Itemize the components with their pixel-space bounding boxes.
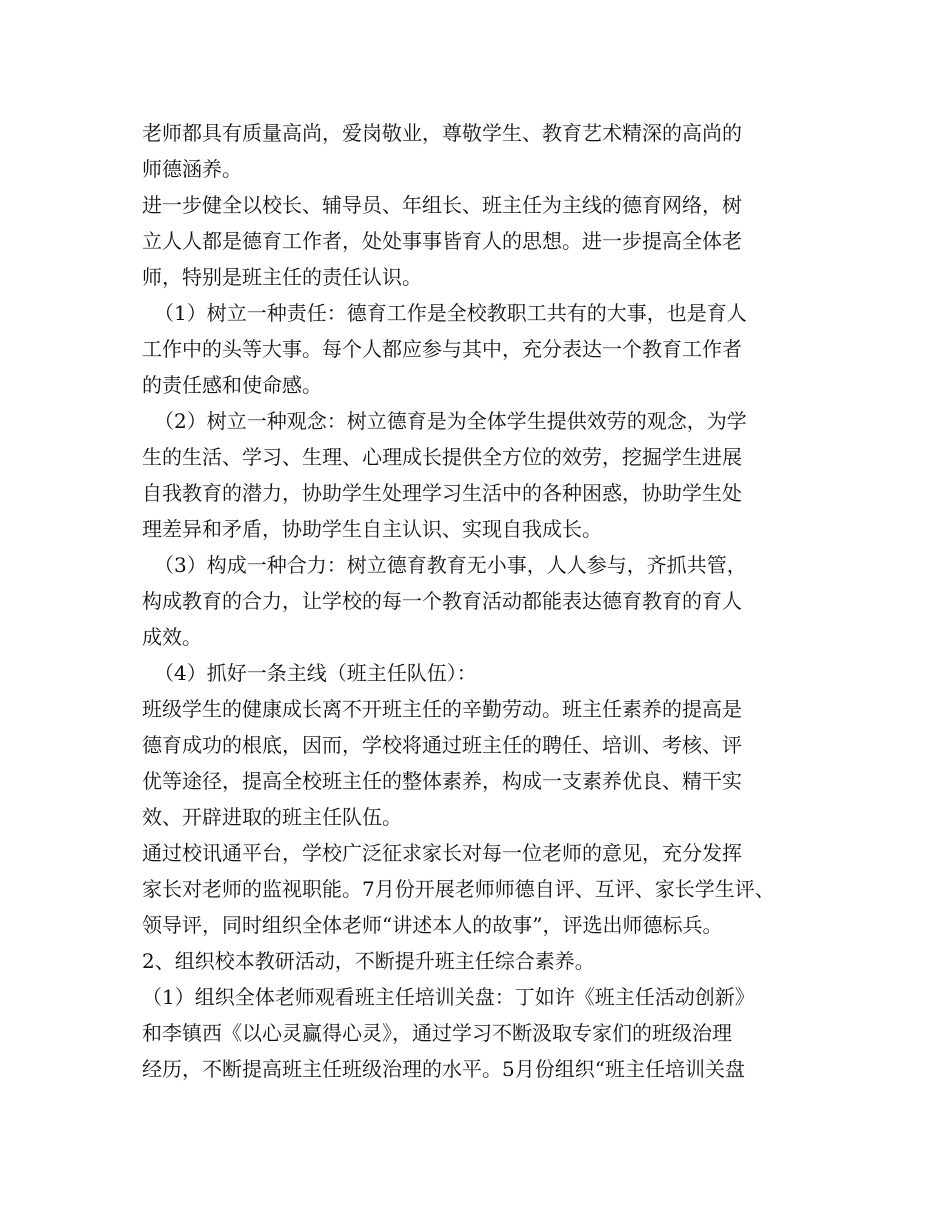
text-line: 自我教育的潜力，协助学生处理学习生活中的各种困惑，协助学生处 (142, 481, 742, 505)
text-line: 老师都具有质量高尚，爱岗敬业，尊敬学生、教育艺术精深的高尚的 (142, 121, 742, 145)
text-line: 2、组织校本教研活动，不断提升班主任综合素养。 (142, 949, 595, 973)
text-line: 家长对老师的监视职能。7月份开展老师师德自评、互评、家长学生评、 (142, 877, 775, 901)
text-line: 效、开辟进取的班主任队伍。 (142, 805, 402, 829)
text-line: 班级学生的健康成长离不开班主任的辛勤劳动。班主任素养的提高是 (142, 697, 742, 721)
text-line: 优等途径，提高全校班主任的整体素养，构成一支素养优良、精干实 (142, 769, 742, 793)
text-line: 的责任感和使命感。 (142, 373, 322, 397)
text-line: 德育成功的根底，因而，学校将通过班主任的聘任、培训、考核、评 (142, 733, 742, 757)
document-body (142, 115, 832, 1087)
text-line: 生的生活、学习、生理、心理成长提供全方位的效劳，挖掘学生进展 (142, 445, 742, 469)
text-line: （4）抓好一条主线（班主任队伍）： (154, 661, 477, 685)
text-line: 理差异和矛盾，协助学生自主认识、实现自我成长。 (142, 517, 602, 541)
text-line: 构成教育的合力，让学校的每一个教育活动都能表达德育教育的育人 (142, 589, 742, 613)
text-line: （1）树立一种责任：德育工作是全校教职工共有的大事，也是育人 (154, 301, 747, 325)
text-line: 通过校讯通平台，学校广泛征求家长对每一位老师的意见，充分发挥 (142, 841, 742, 865)
text-line: 经历，不断提高班主任班级治理的水平。5月份组织“班主任培训关盘 (142, 1057, 745, 1081)
text-line: 师，特别是班主任的责任认识。 (142, 265, 422, 289)
text-line: （3）构成一种合力：树立德育教育无小事，人人参与，齐抓共管， (154, 553, 747, 577)
text-line: （1）组织全体老师观看班主任培训关盘：丁如许《班主任活动创新》 (142, 985, 755, 1009)
text-line: 师德涵养。 (142, 157, 242, 181)
text-line: 立人人都是德育工作者，处处事事皆育人的思想。进一步提高全体老 (142, 229, 742, 253)
text-line: 和李镇西《以心灵赢得心灵》，通过学习不断汲取专家们的班级治理 (142, 1021, 732, 1045)
text-line: 成效。 (142, 625, 202, 649)
text-line: 领导评，同时组织全体老师“讲述本人的故事”，评选出师德标兵。 (142, 913, 723, 937)
text-line: （2）树立一种观念：树立德育是为全体学生提供效劳的观念，为学 (154, 409, 747, 433)
text-line: 工作中的头等大事。每个人都应参与其中，充分表达一个教育工作者 (142, 337, 742, 361)
text-line: 进一步健全以校长、辅导员、年组长、班主任为主线的德育网络，树 (142, 193, 742, 217)
